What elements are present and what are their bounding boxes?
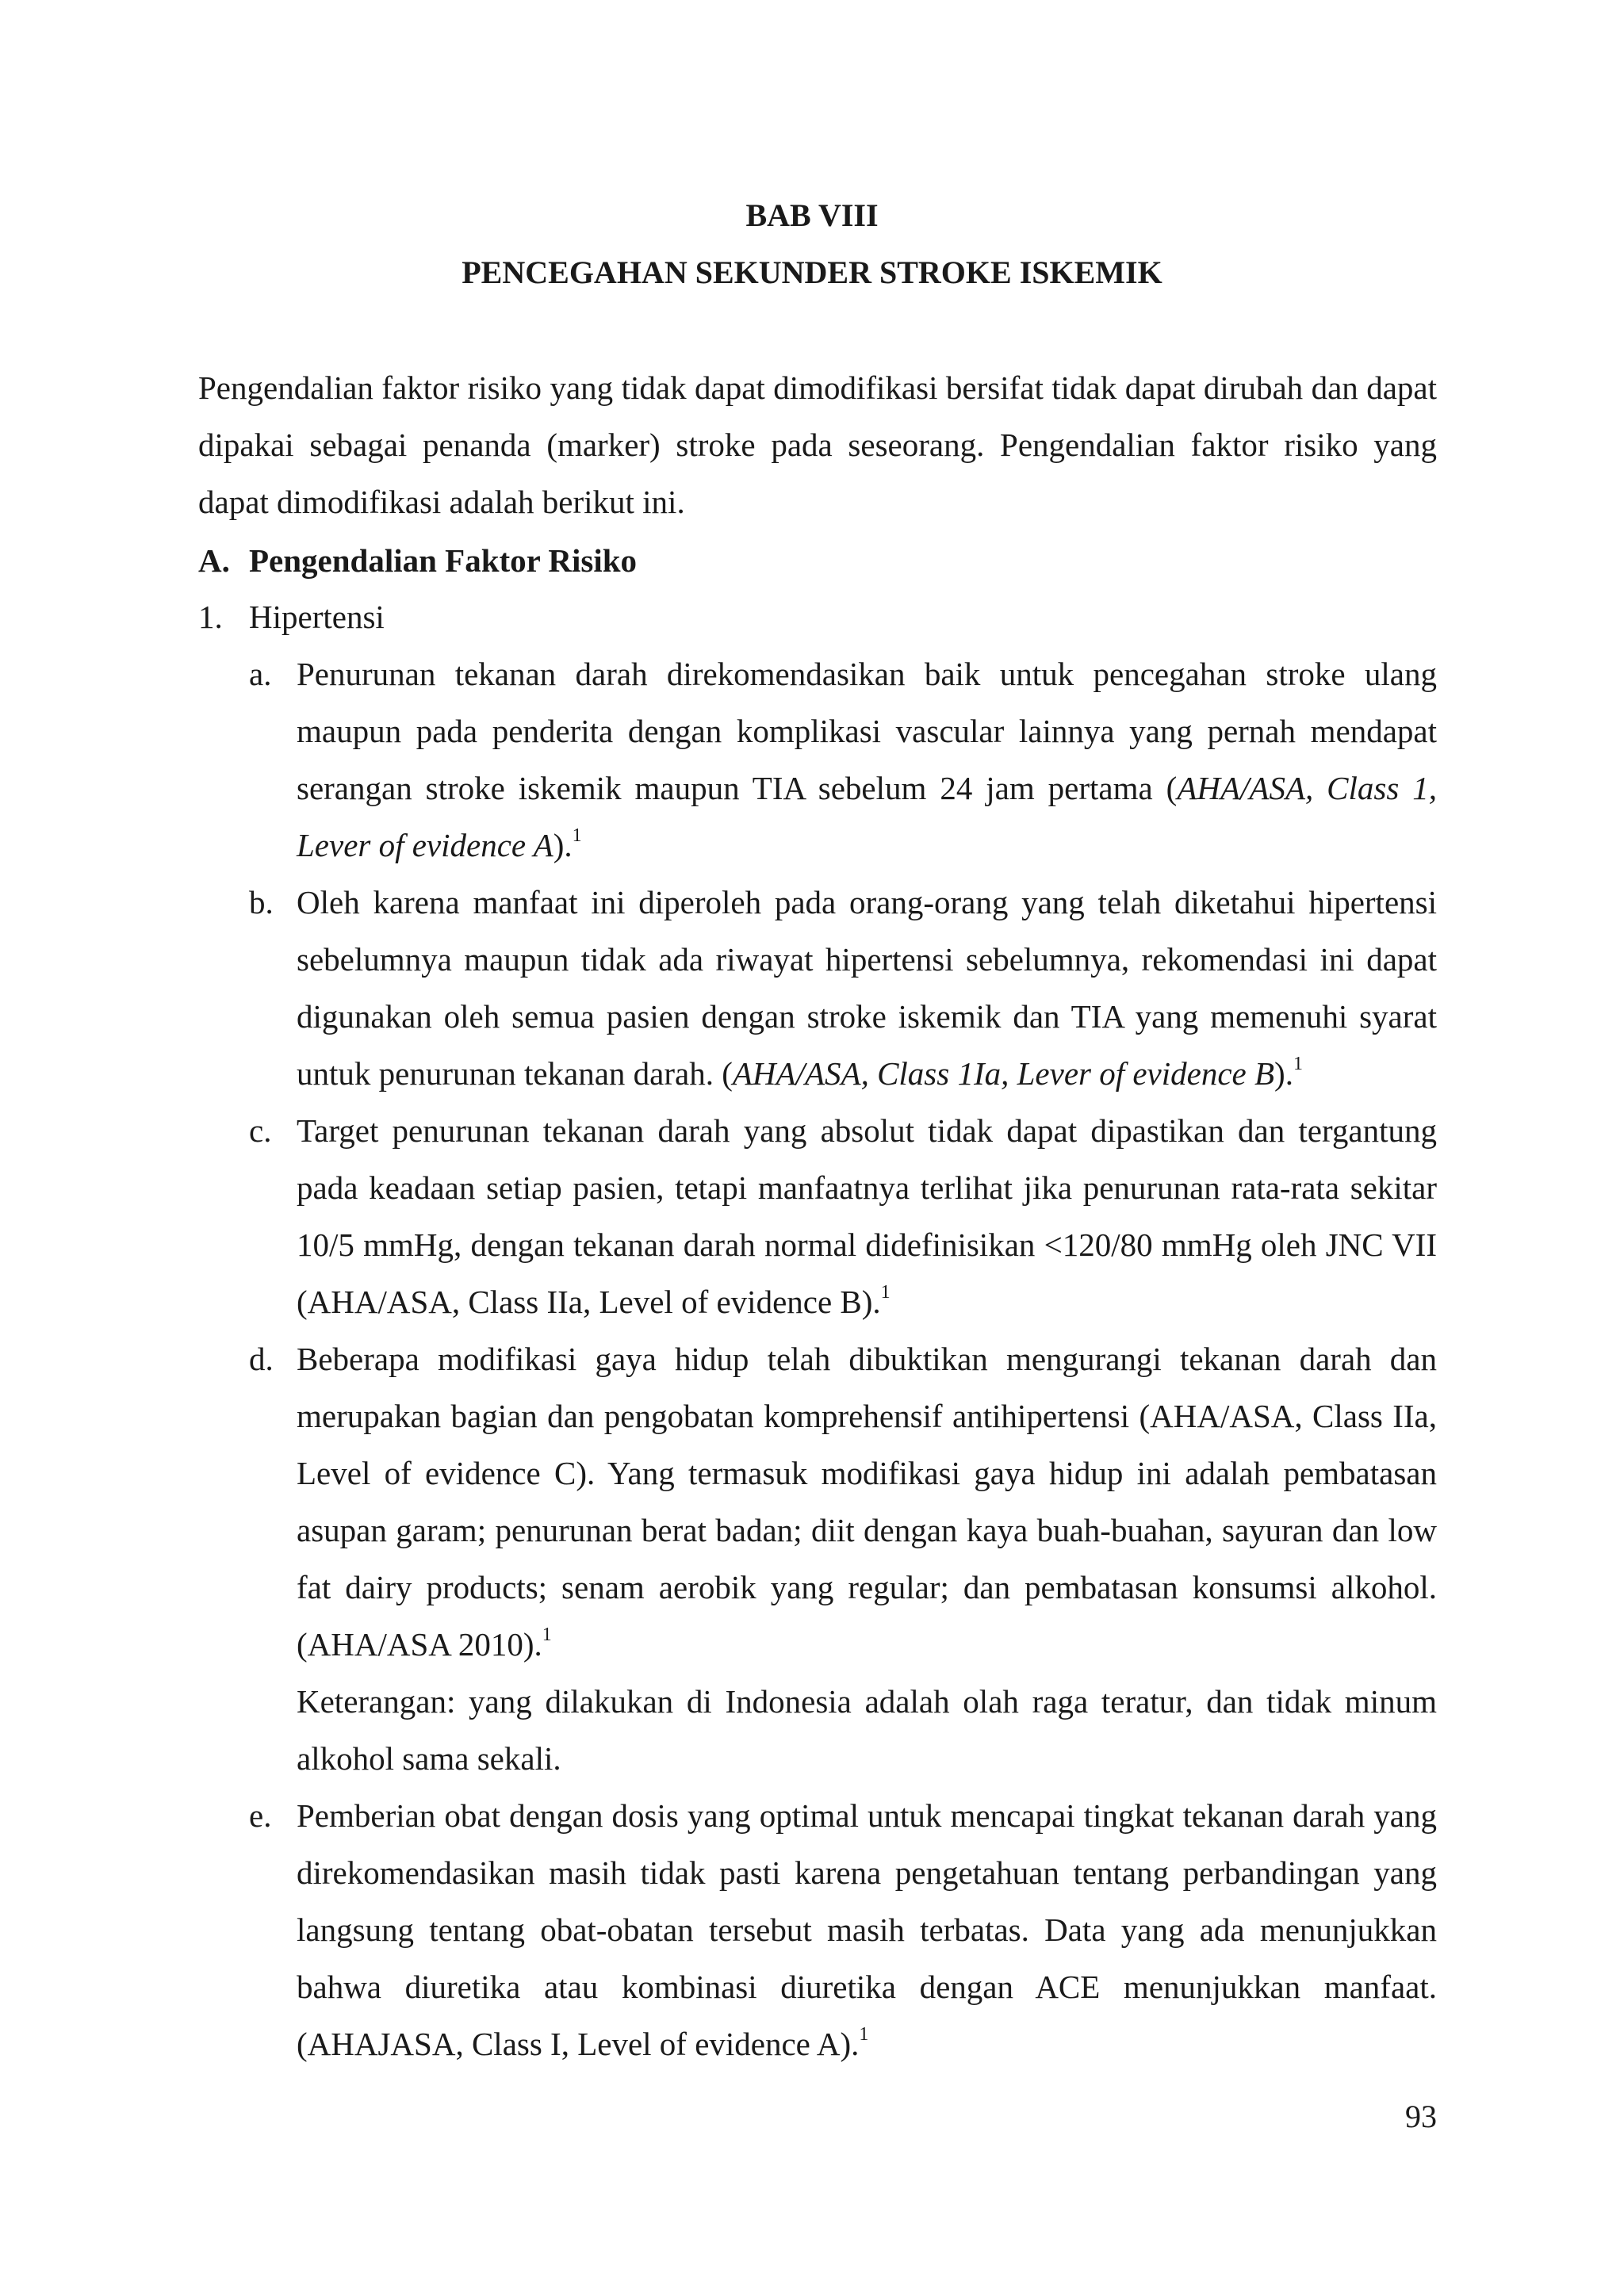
list-item-e [198,1787,1437,2072]
reference-superscript: 1 [1293,1054,1303,1075]
section-label: A. [198,542,230,579]
item-text: Penurunan tekanan darah direkomendasikan baik untuk pencegahan stroke ulang maupun pada penderita dengan komplikasi vascular lainnya yang pernah mendapat serangan stroke iskemik maupun TIA sebelum 24 jam pertama ( [297,656,1437,806]
reference-superscript: 1 [542,1624,552,1646]
subsection-heading [198,588,385,645]
item-text-tail: ). [553,827,573,863]
item-letter: a. [249,656,272,692]
item-text: Target penurunan tekanan darah yang absolut tidak dapat dipastikan dan tergantung pada keadaan setiap pasien, tetapi manfaatnya terlihat jika penurunan rata-rata sekitar 10/5 mmHg, dengan tekanan darah normal didefinisikan <120/80 mmHg oleh JNC VII (AHA/ASA, Class IIa, Level of evidence B). [297,1112,1437,1320]
item-letter: d. [249,1341,274,1377]
chapter-title: PENCEGAHAN SEKUNDER STROKE ISKEMIK [462,254,1162,290]
item-citation-italic: AHA/ASA, Class 1, Lever of evidence A [297,770,1438,863]
item-citation-italic: AHA/ASA, Class 1Ia, Lever of evidence B [732,1055,1275,1092]
list-item-c [198,1102,1437,1330]
list-item-b [198,874,1437,1102]
chapter-label: BAB VIII [745,197,879,233]
section-title: Pengendalian Faktor Risiko [249,542,638,579]
item-text: Beberapa modifikasi gaya hidup telah dibuktikan mengurangi tekanan darah dan merupakan bagian dan pengobatan komprehensif antihipertensi (AHA/ASA, Class IIa, Level of evidence C). Yang termasuk modifikasi gaya hidup ini adalah pembatasan asupan garam; penurunan berat badan; diit dengan kaya buah-buahan, sayuran dan low fat dairy products; senam aerobik yang regular; dan pembatasan konsumsi alkohol. (AHA/ASA 2010). [297,1341,1437,1663]
item-text: Pemberian obat dengan dosis yang optimal untuk mencapai tingkat tekanan darah yang direkomendasikan masih tidak pasti karena pengetahuan tentang perbandingan yang langsung tentang obat-obatan tersebut masih terbatas. Data yang ada menunjukkan bahwa diuretika atau kombinasi diuretika dengan ACE menunjukkan manfaat. (AHAJASA, Class I, Level of evidence A). [297,1797,1437,2062]
item-letter: b. [249,884,274,920]
reference-superscript: 1 [880,1282,891,1303]
list-item-d [198,1330,1437,1673]
intro-paragraph: Pengendalian faktor risiko yang tidak dapat dimodifikasi bersifat tidak dapat dirubah dan dapat dipakai sebagai penanda (marker) stroke pada seseorang. Pengendalian faktor risiko yang dapat dimodifikasi adalah berikut ini. [198,369,1437,520]
list-item-a [198,645,1437,874]
page-number: 93 [1405,2099,1437,2134]
item-text: Oleh karena manfaat ini diperoleh pada orang-orang yang telah diketahui hipertensi sebelumnya maupun tidak ada riwayat hipertensi sebelumnya, rekomendasi ini dapat digunakan oleh semua pasien dengan stroke iskemik dan TIA yang memenuhi syarat untuk penurunan tekanan darah. ( [297,884,1437,1092]
item-d-note: Keterangan: yang dilakukan di Indonesia adalah olah raga teratur, dan tidak minum alkohol sama sekali. [297,1683,1437,1777]
section-heading [198,532,1437,589]
subsection-number: 1. [198,599,223,635]
reference-superscript: 1 [572,825,582,847]
recommendation-list [198,645,1437,2072]
item-letter: c. [249,1112,272,1149]
reference-superscript: 1 [859,2024,869,2045]
subsection-title: Hipertensi [249,599,385,635]
item-text-tail: ). [1274,1055,1293,1092]
item-letter: e. [249,1797,272,1834]
